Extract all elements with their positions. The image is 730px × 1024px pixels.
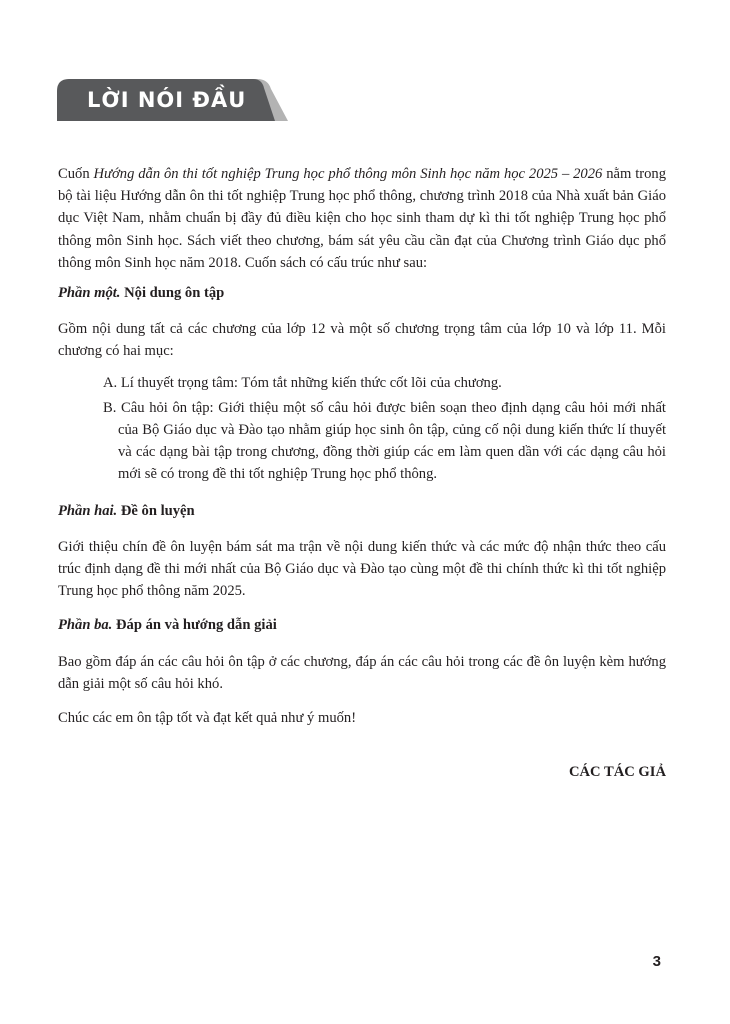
closing-line: Chúc các em ôn tập tốt và đạt kết quả như ý muốn! [58,710,357,727]
part2-title: Đề ôn luyện [117,502,195,519]
part2-lead: Phần hai. [58,502,118,519]
signature: CÁC TÁC GIẢ [568,764,666,781]
intro-paragraph [58,163,666,274]
intro-prefix: Cuốn [58,166,94,182]
header-banner [57,79,293,121]
part3-heading [58,614,666,636]
part1-body: Gồm nội dung tất cả các chương của lớp 12 và một số chương trọng tâm của lớp 10 và lớp 11. Mỗi chương có hai mục: [58,321,666,360]
part1-heading [58,282,666,304]
part1-item-a: A. Lí thuyết trọng tâm: Tóm tắt những kiến thức cốt lõi của chương. [103,374,502,391]
preface-body [58,163,666,783]
part1-title: Nội dung ôn tập [120,285,225,302]
part1-item-b: B. Câu hỏi ôn tập: Giới thiệu một số câu hỏi được biên soạn theo định dạng câu hỏi mới nhất của Bộ Giáo dục và Đào tạo nhằm giúp học sinh ôn tập, củng cố nội dung kiến thức lí thuyết và các dạng bài tập trong chương, đồng thời giúp các em làm quen dần với các dạng câu hỏi mới sẽ có trong đề thi tốt nghiệp Trung học phổ thông. [103,399,666,483]
part3-title: Đáp án và hướng dẫn giải [112,617,277,634]
page-title: LỜI NÓI ĐẦU [87,88,247,112]
part3-body: Bao gồm đáp án các câu hỏi ôn tập ở các chương, đáp án các câu hỏi trong các đề ôn luyện kèm hướng dẫn giải một số câu hỏi khó. [58,653,666,692]
page-number: 3 [652,953,661,970]
book-title: Hướng dẫn ôn thi tốt nghiệp Trung học phổ thông môn Sinh học năm học 2025 – 2026 [93,166,603,182]
part1-lead: Phần một. [58,285,121,302]
part3-lead: Phần ba. [58,617,113,634]
part2-heading [58,500,666,522]
part2-body: Giới thiệu chín đề ôn luyện bám sát ma trận về nội dung kiến thức và các mức độ nhận thức theo cấu trúc định dạng đề thi mới nhất của Bộ Giáo dục và Đào tạo cùng một đề thi chính thức kì thi tốt nghiệp Trung học phổ thông năm 2025. [58,538,666,600]
intro-suffix: nằm trong bộ tài liệu Hướng dẫn ôn thi tốt nghiệp Trung học phổ thông, chương trình 2018 của Nhà xuất bản Giáo dục Việt Nam, nhằm chuẩn bị đầy đủ điều kiện cho học sinh tham dự kì thi tốt nghiệp Trung học phổ thông môn Sinh học. Sách viết theo chương, bám sát yêu cầu cần đạt của Chương trình Giáo dục phổ thông môn Sinh học năm 2018. Cuốn sách có cấu trúc như sau: [58,166,667,271]
